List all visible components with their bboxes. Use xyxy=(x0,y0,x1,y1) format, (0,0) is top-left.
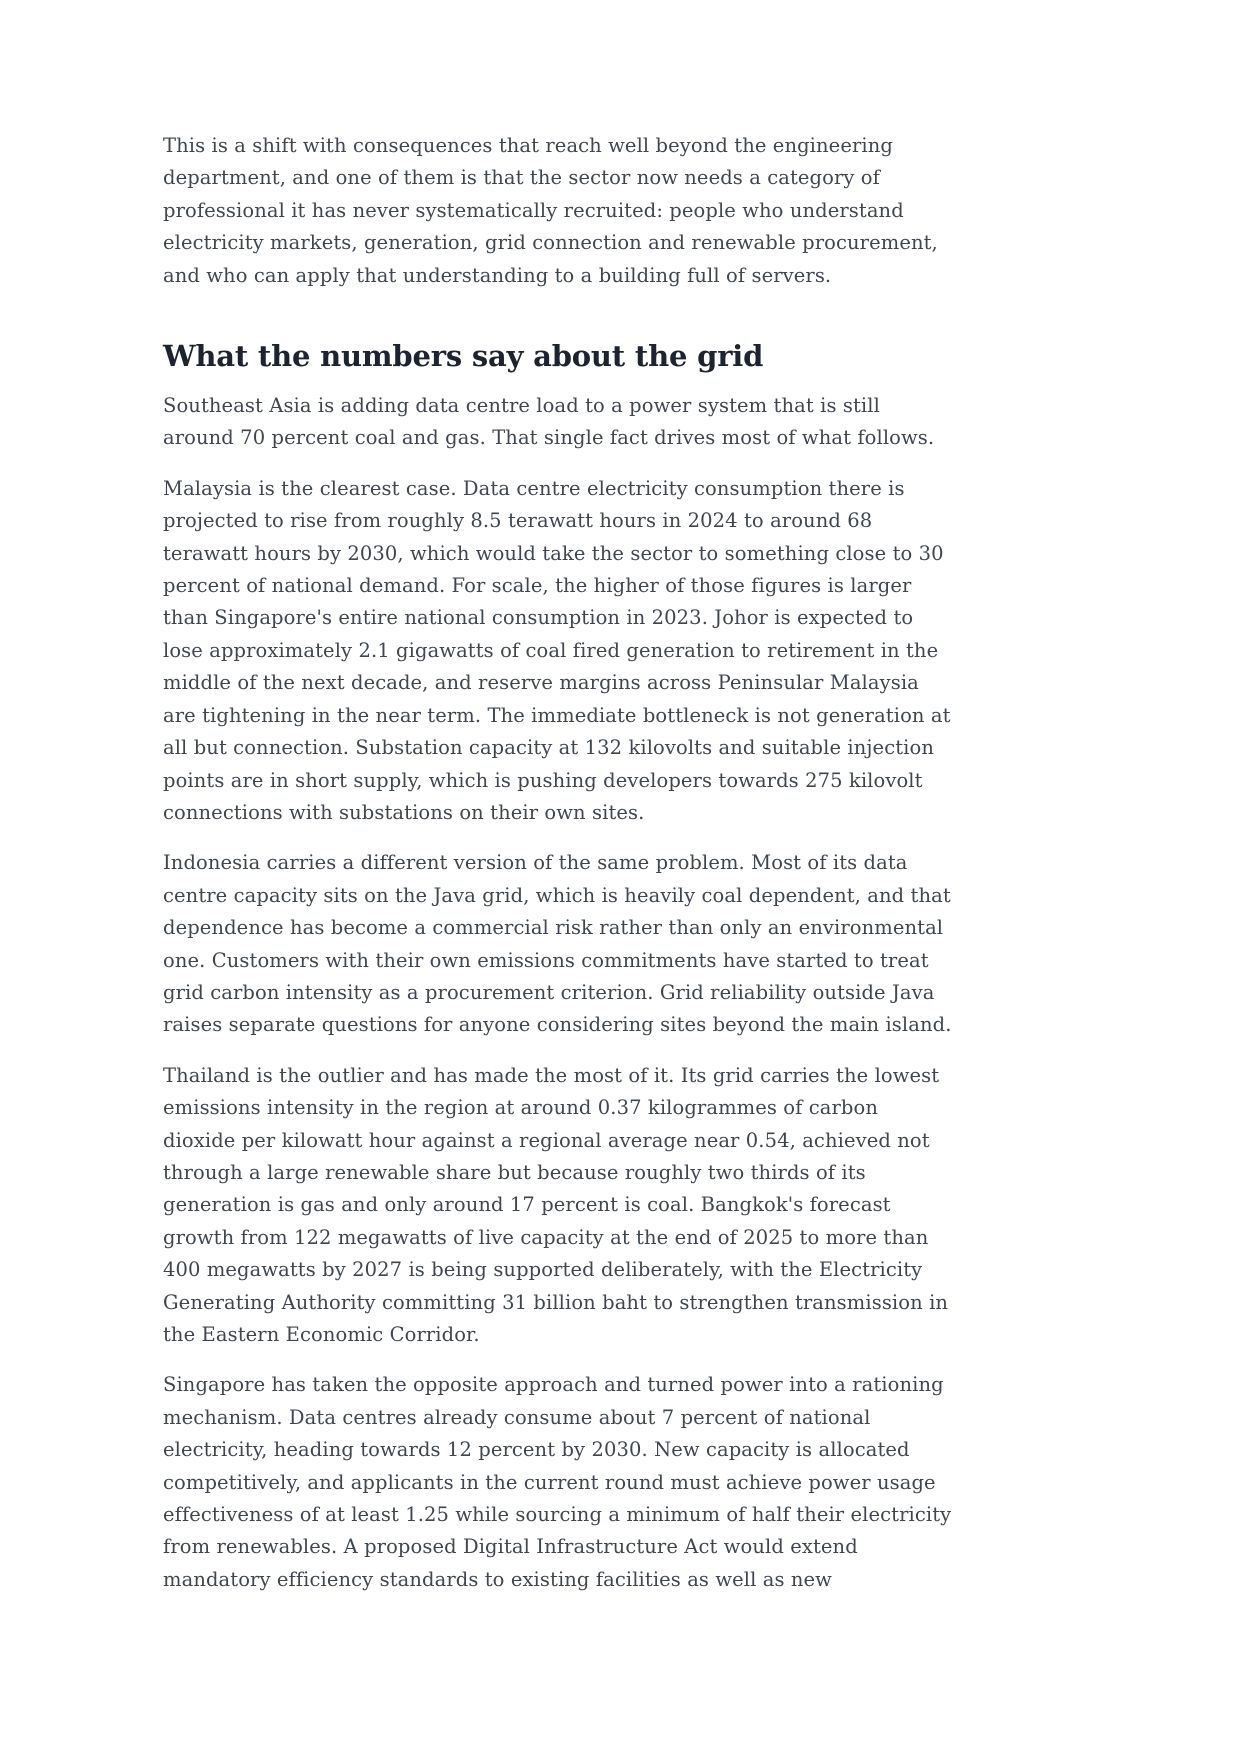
paragraph-singapore: Singapore has taken the opposite approach and turned power into a rationing mechanism. Data centres already consume about 7 percent of national electricity, heading towards 12 percent by 2030. New capacity is allocated competitively, and applicants in the current round must achieve power usage effectiveness of at least 1.25 while sourcing a minimum of half their electricity from renewables. A proposed Digital Infrastructure Act would extend mandatory efficiency standards to existing facilities as well as new xyxy=(163,1373,952,1591)
paragraph-malaysia: Malaysia is the clearest case. Data centre electricity consumption there is projected to rise from roughly 8.5 terawatt hours in 2024 to around 68 terawatt hours by 2030, which would take the sector to something close to 30 percent of national demand. For scale, the higher of those figures is larger than Singapore's entire national consumption in 2023. Johor is expected to lose approximately 2.1 gigawatts of coal fired generation to retirement in the middle of the next decade, and reserve margins across Peninsular Malaysia are tightening in the near term. The immediate bottleneck is not generation at all but connection. Substation capacity at 132 kilovolts and suitable injection points are in short supply, which is pushing developers towards 275 kilovolt connections with substations on their own sites. xyxy=(163,476,951,824)
section-heading-wrap xyxy=(163,336,953,376)
intro-paragraph: This is a shift with consequences that reach well beyond the engineering department, and one of them is that the sector now needs a category of professional it has never systematically recruited: people who understand electricity markets, generation, grid connection and renewable procurement, and who can apply that understanding to a building full of servers. xyxy=(163,134,938,287)
paragraph-grid-overview: Southeast Asia is adding data centre load to a power system that is still around 70 percent coal and gas. That single fact drives most of what follows. xyxy=(163,394,935,450)
article-body xyxy=(163,130,953,1596)
paragraph-thailand: Thailand is the outlier and has made the most of it. Its grid carries the lowest emissions intensity in the region at around 0.37 kilogrammes of carbon dioxide per kilowatt hour against a regional average near 0.54, achieved not through a large renewable share but because roughly two thirds of its generation is gas and only around 17 percent is coal. Bangkok's forecast growth from 122 megawatts of live capacity at the end of 2025 to more than 400 megawatts by 2027 is being supported deliberately, with the Electricity Generating Authority committing 31 billion baht to strengthen transmission in the Eastern Economic Corridor. xyxy=(163,1063,949,1346)
paragraph-indonesia: Indonesia carries a different version of the same problem. Most of its data centre capacity sits on the Java grid, which is heavily coal dependent, and that dependence has become a commercial risk rather than only an environmental one. Customers with their own emissions commitments have started to treat grid carbon intensity as a procurement criterion. Grid reliability outside Java raises separate questions for anyone considering sites beyond the main island. xyxy=(163,851,952,1037)
section-heading: What the numbers say about the grid xyxy=(163,339,764,374)
